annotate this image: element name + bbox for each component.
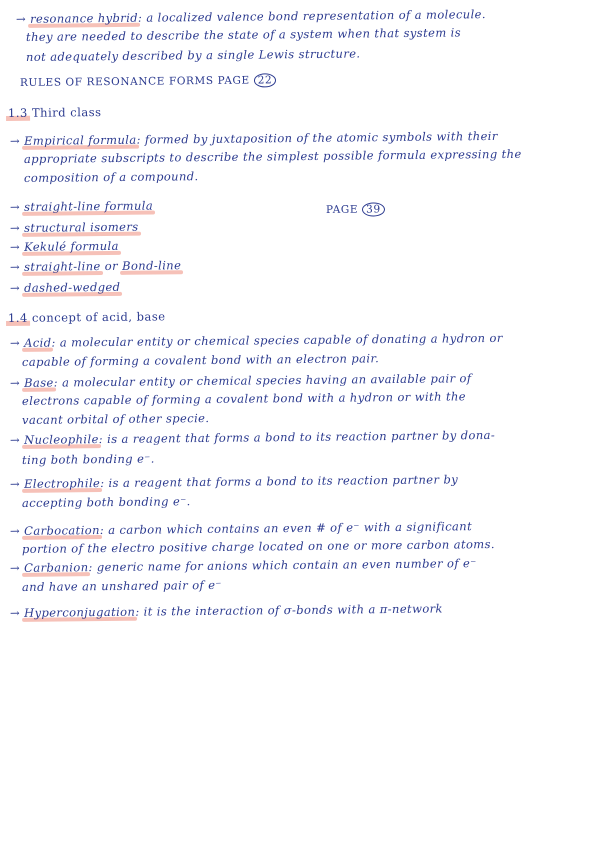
acid-line-2: capable of forming a covalent bond with an electron pair. <box>21 351 380 369</box>
nucleophile-term: Nucleophile <box>24 432 99 447</box>
formula-page-circle: 39 <box>362 202 385 216</box>
formula-item-1: → straight-line formula <box>9 198 154 214</box>
carbanion-term: Carbanion <box>24 560 89 575</box>
empirical-line-3: composition of a compound. <box>23 169 199 185</box>
resonance-line-3: not adequately described by a single Lewis structure. <box>25 46 361 64</box>
hyperconjugation-term: Hyperconjugation <box>24 604 136 620</box>
section-1-3-number: 1.3 <box>7 105 28 120</box>
section-1-4-number: 1.4 <box>7 310 28 325</box>
hyperconjugation-line-1: → Hyperconjugation: it is the interaction of σ-bonds with a π-network <box>9 601 443 620</box>
resonance-rules: RULES OF RESONANCE FORMS PAGE 22 <box>20 73 276 90</box>
section-1-4-heading <box>8 309 166 325</box>
acid-term: Acid <box>24 335 52 350</box>
resonance-line-1: → resonance hybrid: a localized valence bond representation of a molecule. <box>15 7 486 26</box>
base-line-3: vacant orbital of other specie. <box>21 411 210 427</box>
base-line-1: → Base: a molecular entity or chemical species having an available pair of <box>9 371 472 390</box>
formula-item-4: → straight-line or Bond-line <box>9 258 182 274</box>
rules-page-circle: 22 <box>254 73 277 87</box>
carbocation-term: Carbocation <box>24 523 100 538</box>
section-1-4-title: concept of acid, base <box>31 309 166 325</box>
section-1-3-title: Third class <box>31 105 102 120</box>
base-line-2: electrons capable of forming a covalent bond with a hydron or with the <box>21 389 467 408</box>
formula-item-3: → Kekulé formula <box>9 238 119 254</box>
formula-page-ref: PAGE 39 <box>326 202 385 217</box>
carbocation-line-1: → Carbocation: a carbon which contains an even # of e⁻ with a significant <box>9 519 473 538</box>
acid-line-1: → Acid: a molecular entity or chemical species capable of donating a hydron or <box>9 330 503 350</box>
empirical-line-1: → Empirical formula: formed by juxtaposition of the atomic symbols with their <box>9 128 498 148</box>
formula-item-5: → dashed-wedged <box>9 279 121 295</box>
base-term: Base <box>24 375 54 390</box>
empirical-line-2: appropriate subscripts to describe the simplest possible formula expressing the <box>23 146 522 166</box>
resonance-term: resonance hybrid <box>30 10 139 26</box>
section-1-3-heading <box>8 105 102 120</box>
carbocation-line-2: portion of the electro positive charge located on one or more carbon atoms. <box>21 537 496 556</box>
formula-item-2: → structural isomers <box>9 219 139 235</box>
electrophile-line-2: accepting both bonding e⁻. <box>21 494 191 510</box>
carbanion-line-1: → Carbanion: generic name for anions which contain an even number of e⁻ <box>9 556 477 575</box>
carbanion-line-2: and have an unshared pair of e⁻ <box>21 577 222 594</box>
electrophile-line-1: → Electrophile: is a reagent that forms a bond to its reaction partner by <box>9 472 459 491</box>
resonance-line-2: they are needed to describe the state of a system when that system is <box>25 25 462 44</box>
nucleophile-line-2: ting both bonding e⁻. <box>21 451 155 467</box>
electrophile-term: Electrophile <box>24 476 101 491</box>
empirical-term: Empirical formula <box>24 132 137 148</box>
nucleophile-line-1: → Nucleophile: is a reagent that forms a bond to its reaction partner by dona- <box>9 427 496 447</box>
